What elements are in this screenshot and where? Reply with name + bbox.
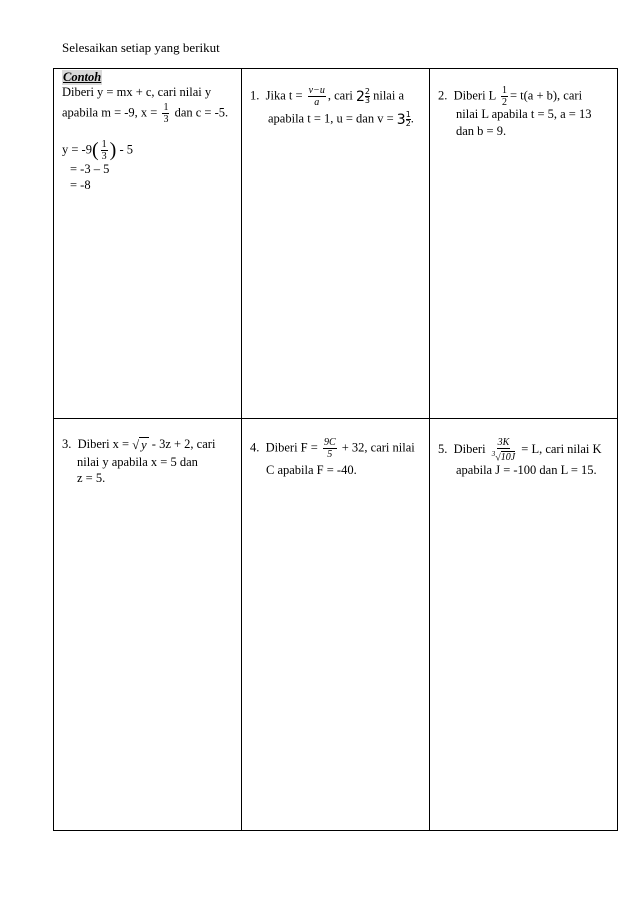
q3-line1: 3. Diberi x = √ y - 3z + 2, cari: [62, 437, 216, 452]
q2-line3: dan b = 9.: [456, 124, 507, 138]
question-grid: [53, 68, 618, 831]
contoh-solution-2: = -3 – 5: [70, 162, 110, 176]
contoh-solution-3: = -8: [70, 178, 91, 192]
q1-line1: 1. Jika t = $\frac{v-u}{a}$ , cari 2 $\frac{2}{3}$ nilai a: [250, 85, 404, 108]
intro-instruction: Selesaikan setiap yang berikut: [62, 40, 220, 55]
cell-question-2: [430, 69, 618, 419]
contoh-solution-1: y = -9( $\frac{1}{3}$ ) - 5: [62, 139, 133, 162]
contoh-fraction: $\frac{1}{3}$: [163, 102, 169, 125]
cell-question-1: [242, 69, 430, 419]
q4-line1: 4. Diberi F = $\frac{9C}{5}$ + 32, cari nilai: [250, 437, 415, 460]
cell-question-3: [54, 419, 242, 831]
q5-fraction: $\frac{3K}{^3√10J}$: [491, 437, 516, 464]
q5-line2: apabila J = -100 dan L = 15.: [456, 463, 597, 477]
q3-sqrt: √ y: [132, 437, 147, 452]
q3-line3: z = 5.: [77, 471, 106, 485]
q4-line2: C apabila F = -40.: [266, 463, 357, 477]
q5-line1: 5. Diberi $\frac{3K}{^3√10J}$ = L, cari nilai K: [438, 437, 602, 464]
cell-contoh: [54, 69, 242, 419]
cell-question-5: [430, 419, 618, 831]
q2-line1: 2. Diberi L $\frac{1}{2}$ = t(a + b), cari: [438, 85, 583, 108]
contoh-line1: Diberi y = mx + c, cari nilai y: [62, 85, 212, 99]
q2-line2: nilai L apabila t = 5, a = 13: [456, 107, 592, 121]
contoh-line2: apabila m = -9, x = $\frac{1}{3}$ dan c = -5.: [62, 102, 229, 125]
cell-question-4: [242, 419, 430, 831]
q3-line2: nilai y apabila x = 5 dan: [77, 455, 198, 469]
q1-line2: apabila t = 1, u = dan v = 3 $\frac{1}{2}$ .: [268, 110, 414, 128]
contoh-title: Contoh: [63, 70, 102, 84]
